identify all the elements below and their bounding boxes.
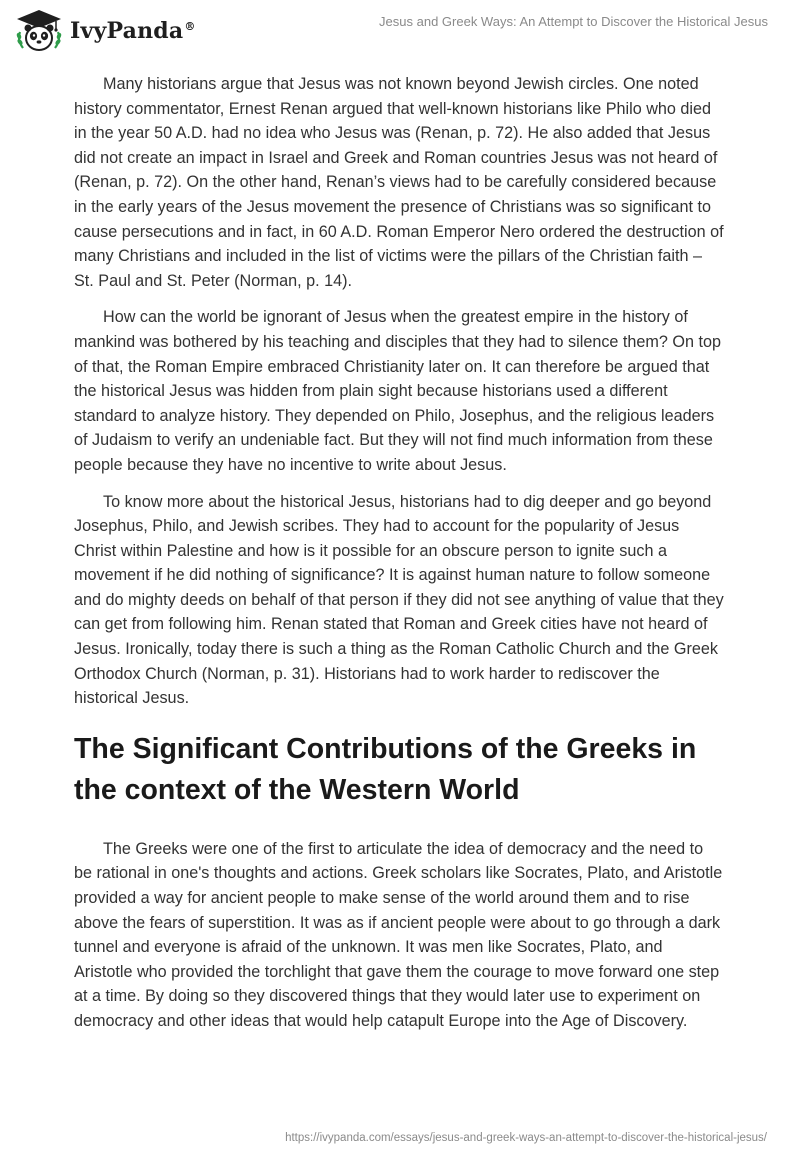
paragraph: Many historians argue that Jesus was not known beyond Jewish circles. One noted history commentator, Ernest Renan argued that well-known historians like Philo who died in the year 50 A.D. had no idea who Jesus was (Renan, p. 72). He also added that Jesus did not create an impact in Israel and Greek and Roman countries Jesus was not heard of (Renan, p. 72). On the other hand, Renan’s views had to be carefully considered because in the early years of the Jesus movement the presence of Christians was so significant to cause persecutions and in fact, in 60 A.D. Roman Emperor Nero ordered the destruction of many Christians and included in the list of victims were the pillars of the Christian faith – St. Paul and St. Peter (Norman, p. 14). (74, 75, 724, 290)
panda-graduate-icon (14, 8, 64, 54)
paragraph: How can the world be ignorant of Jesus when the greatest empire in the history of mankind was bothered by his teaching and disciples that they had to silence them? On top of that, the Roman Empire embraced Christianity later on. It can therefore be argued that the historical Jesus was hidden from plain sight because historians used a different standard to analyze history. They depended on Philo, Josephus, and the religious leaders of Judaism to verify an undeniable fact. But they will not find much information from these people because they have no incentive to write about Jesus. (74, 308, 721, 474)
document-title: Jesus and Greek Ways: An Attempt to Discover the Historical Jesus (379, 14, 768, 29)
page-header (0, 0, 800, 60)
brand-name: IvyPanda® (70, 18, 196, 44)
brand-logo[interactable] (14, 8, 196, 54)
paragraph: To know more about the historical Jesus, historians had to dig deeper and go beyond Josephus, Philo, and Jewish scribes. They had to account for the popularity of Jesus Christ within Palestine and how is it possible for an obscure person to ignite such a movement if he did nothing of significance? It is against human nature to follow someone and do mighty deeds on behalf of that person if they did not see anything of value that they can get from following him. Renan stated that Roman and Greek cities have not heard of Jesus. Ironically, today there is such a thing as the Roman Catholic Church and the Greek Orthodox Church (Norman, p. 31). Historians had to work harder to rediscover the historical Jesus. (74, 492, 724, 708)
paragraph: The Greeks were one of the first to articulate the idea of democracy and the need to be rational in one's thoughts and actions. Greek scholars like Socrates, Plato, and Aristotle provided a way for ancient people to make sense of the world around them and to rise above the fears of superstition. It was as if ancient people were about to go through a dark tunnel and everyone is afraid of the unknown. It was men like Socrates, Plato, and Aristotle who provided the torchlight that gave them the courage to move forward one step at a time. By doing so they discovered things that they would later use to experiment on democracy and other ideas that would help catapult Europe into the Age of Discovery. (74, 839, 723, 1030)
section-heading: The Significant Contributions of the Greeks in the context of the Western World (74, 732, 697, 806)
source-url[interactable]: https://ivypanda.com/essays/jesus-and-greek-ways-an-attempt-to-discover-the-historical-jesus/ (285, 1132, 767, 1144)
essay-content (74, 72, 724, 1046)
